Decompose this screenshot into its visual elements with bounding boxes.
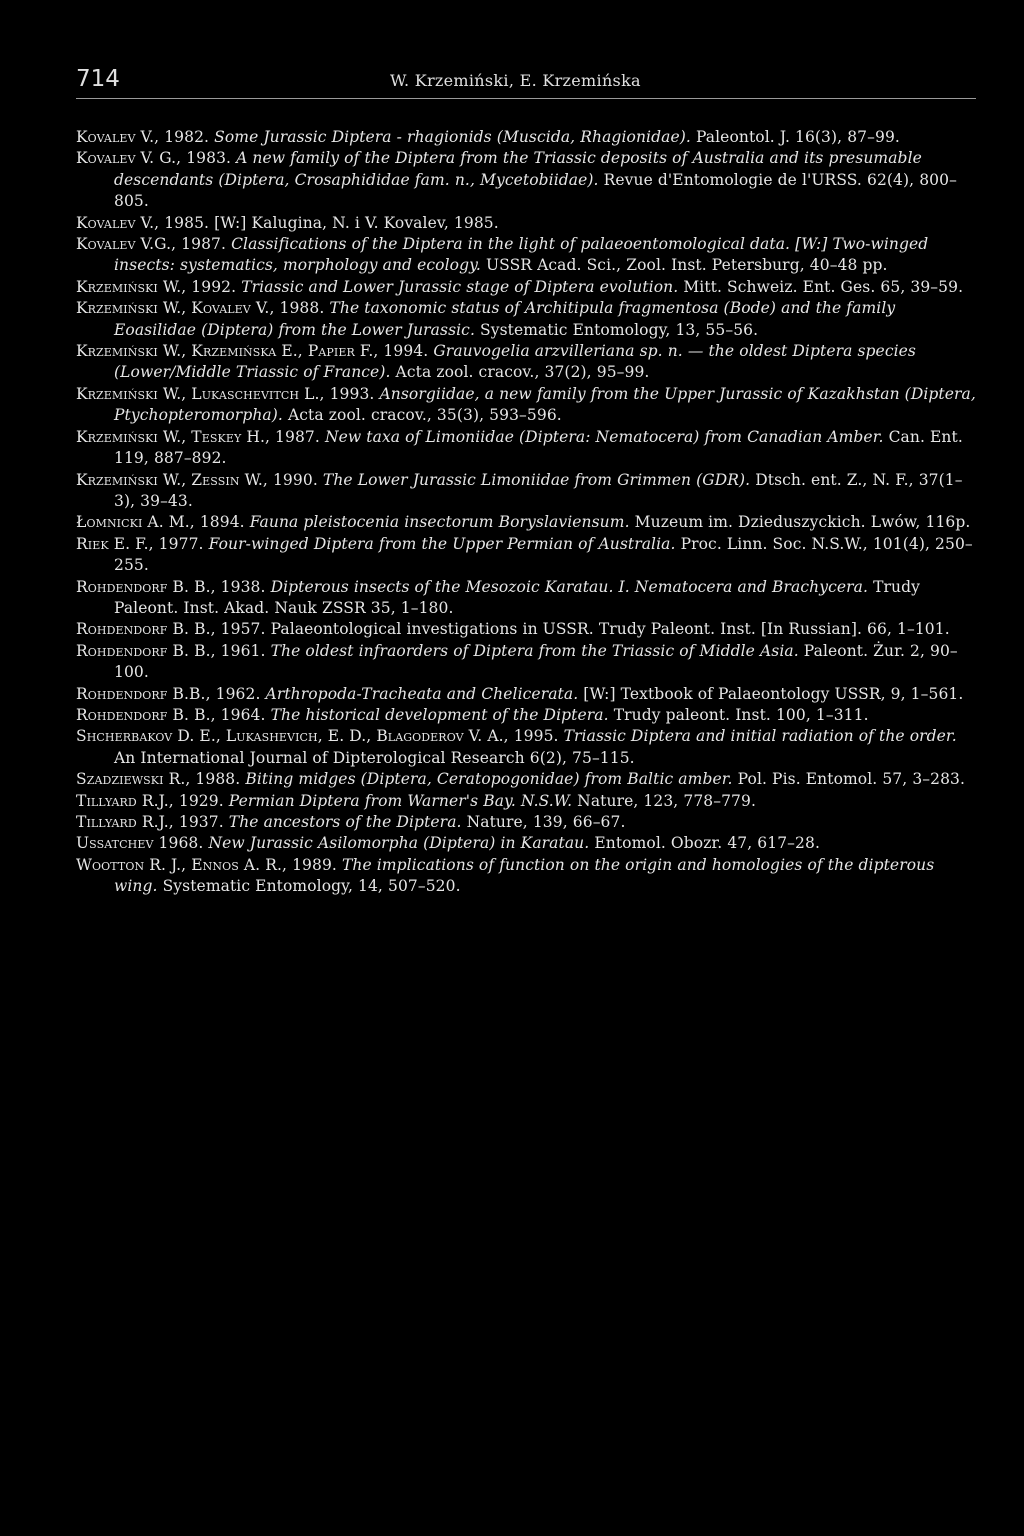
reference-source: Trudy Paleont. Inst. Akad. Nauk ZSSR 35, 1–180. [114,577,920,617]
reference-title: The ancestors of the Diptera. [228,813,462,831]
reference-source: Systematic Entomology, 13, 55–56. [480,320,759,339]
reference-source: [W:] Textbook of Palaeontology USSR, 9, 1–561. [583,684,964,703]
reference-entry [76,641,976,684]
reference-author: Ussatchev 1968. [76,834,204,853]
reference-source: USSR Acad. Sci., Zool. Inst. Petersburg, 40–48 pp. [485,256,888,275]
reference-entry [76,684,976,705]
reference-author: Tillyard R.J., 1929. [76,791,224,810]
reference-author: Krzemiński W., Kovalev V., 1988. [76,299,325,318]
reference-title: Triassic Diptera and initial radiation of the order. [563,727,957,746]
reference-author: Kovalev V. G., 1983. [76,149,232,168]
reference-source: [W:] Kalugina, N. i V. Kovalev, 1985. [214,213,499,232]
reference-author: Shcherbakov D. E., Lukashevich, E. D., Blagoderov V. A., 1995. [76,727,559,746]
reference-entry [76,470,976,513]
reference-source: Paleontol. J. 16(3), 87–99. [695,128,900,146]
reference-author: Wootton R. J., Ennos A. R., 1989. [76,855,337,874]
reference-list [76,127,976,898]
reference-title: The historical development of the Diptera. [270,705,609,724]
reference-entry [76,791,976,812]
reference-title: A new family of the Diptera from the Triassic deposits of Australia and its presumable descendants (Diptera, Crosaphididae fam. n., Mycetobiidae). [114,149,922,189]
reference-title: Permian Diptera from Warner's Bay. N.S.W. [228,791,573,810]
reference-author: Rohdendorf B.B., 1962. [76,684,261,703]
reference-entry [76,577,976,620]
reference-author: Krzemiński W., Teskey H., 1987. [76,427,320,446]
reference-title: Arthropoda-Tracheata and Chelicerata. [265,684,579,703]
reference-author: Rohdendorf B. B., 1957. [76,620,266,639]
reference-source: Acta zool. cracov., 37(2), 95–99. [395,363,650,382]
reference-entry [76,769,976,790]
reference-title: Biting midges (Diptera, Ceratopogonidae) from Baltic amber. [245,770,733,789]
reference-entry [76,512,976,533]
reference-source: Entomol. Obozr. 47, 617–28. [594,834,820,853]
reference-title: New taxa of Limoniidae (Diptera: Nematocera) from Canadian Amber. [324,427,884,446]
reference-source: Proc. Linn. Soc. N.S.W., 101(4), 250–255. [114,534,973,575]
reference-title: The taxonomic status of Architipula fragmentosa (Bode) and the family Eoasilidae (Diptera) from the Lower Jurassic. [114,299,896,339]
reference-source: Dtsch. ent. Z., N. F., 37(1–3), 39–43. [114,470,963,510]
reference-entry [76,812,976,833]
reference-entry [76,213,976,234]
reference-source: Muzeum im. Dzieduszyckich. Lwów, 116p. [634,513,971,532]
reference-source: Paleont. Żur. 2, 90–100. [114,641,958,682]
reference-source: Trudy paleont. Inst. 100, 1–311. [613,705,869,724]
reference-source: An International Journal of Dipterological Research 6(2), 75–115. [114,748,635,767]
reference-entry [76,705,976,726]
reference-source: Nature, 139, 66–67. [466,813,626,831]
reference-author: Kovalev V.G., 1987. [76,235,227,254]
reference-entry [76,298,976,341]
reference-source: Pol. Pis. Entomol. 57, 3–283. [737,770,966,789]
reference-author: Łomnicki A. M., 1894. [76,513,245,532]
reference-author: Krzemiński W., Krzemińska E., Papier F., 1994. [76,342,429,361]
reference-author: Rohdendorf B. B., 1964. [76,705,266,724]
reference-author: Kovalev V., 1985. [76,213,210,232]
running-head: W. Krzemiński, E. Krzemińska [390,71,641,90]
reference-title: The oldest infraorders of Diptera from the Triassic of Middle Asia. [270,641,799,660]
reference-title: New Jurassic Asilomorpha (Diptera) in Karatau. [208,834,590,853]
page-header [76,66,976,100]
reference-entry [76,726,976,769]
reference-entry [76,427,976,470]
reference-author: Krzemiński W., Zessin W., 1990. [76,470,318,489]
reference-title: Four-winged Diptera from the Upper Permian of Australia. [208,534,676,553]
reference-author: Krzemiński W., Lukaschevitch L., 1993. [76,384,375,403]
reference-author: Rohdendorf B. B., 1938. [76,577,266,596]
reference-entry [76,127,976,148]
reference-source: Systematic Entomology, 14, 507–520. [162,877,461,896]
reference-author: Tillyard R.J., 1937. [76,813,224,831]
reference-source: Nature, 123, 778–779. [577,791,757,810]
reference-entry [76,855,976,898]
reference-author: Szadziewski R., 1988. [76,770,241,789]
reference-title: Classifications of the Diptera in the light of palaeoentomological data. [W:] Two-winged insects: systematics, morphology and ecology. [114,235,929,275]
reference-title: Some Jurassic Diptera - rhagionids (Muscida, Rhagionidae). [214,128,691,146]
reference-author: Riek E. F., 1977. [76,534,204,553]
reference-author: Kovalev V., 1982. [76,128,210,146]
page-number: 714 [76,66,120,92]
reference-author: Rohdendorf B. B., 1961. [76,641,266,660]
reference-entry [76,234,976,277]
reference-entry [76,277,976,298]
reference-author: Krzemiński W., 1992. [76,277,237,296]
reference-source: Mitt. Schweiz. Ent. Ges. 65, 39–59. [683,277,964,296]
reference-title: Triassic and Lower Jurassic stage of Diptera evolution. [241,277,679,296]
reference-title: Grauvogelia arzvilleriana sp. n. — the oldest Diptera species (Lower/Middle Triassic of France). [114,342,916,382]
reference-entry [76,384,976,427]
reference-title: Dipterous insects of the Mesozoic Karatau. I. Nematocera and Brachycera. [270,577,869,596]
reference-title: The implications of function on the origin and homologies of the dipterous wing. [114,855,935,896]
reference-entry [76,534,976,577]
reference-entry [76,148,976,212]
reference-source: Palaeontological investigations in USSR. Trudy Paleont. Inst. [In Russian]. 66, 1–101. [270,620,950,639]
reference-title: Fauna pleistocenia insectorum Boryslaviensum. [249,513,630,532]
reference-source: Acta zool. cracov., 35(3), 593–596. [287,406,562,425]
reference-title: The Lower Jurassic Limoniidae from Grimmen (GDR). [322,470,751,489]
reference-title: Ansorgiidae, a new family from the Upper Jurassic of Kazakhstan (Diptera, Ptychopteromorpha). [114,384,976,425]
reference-entry [76,833,976,854]
reference-entry [76,341,976,384]
reference-source: Revue d'Entomologie de l'URSS. 62(4), 800–805. [114,170,957,211]
reference-entry [76,619,976,640]
header-rule [76,98,976,99]
reference-source: Can. Ent. 119, 887–892. [114,427,963,468]
